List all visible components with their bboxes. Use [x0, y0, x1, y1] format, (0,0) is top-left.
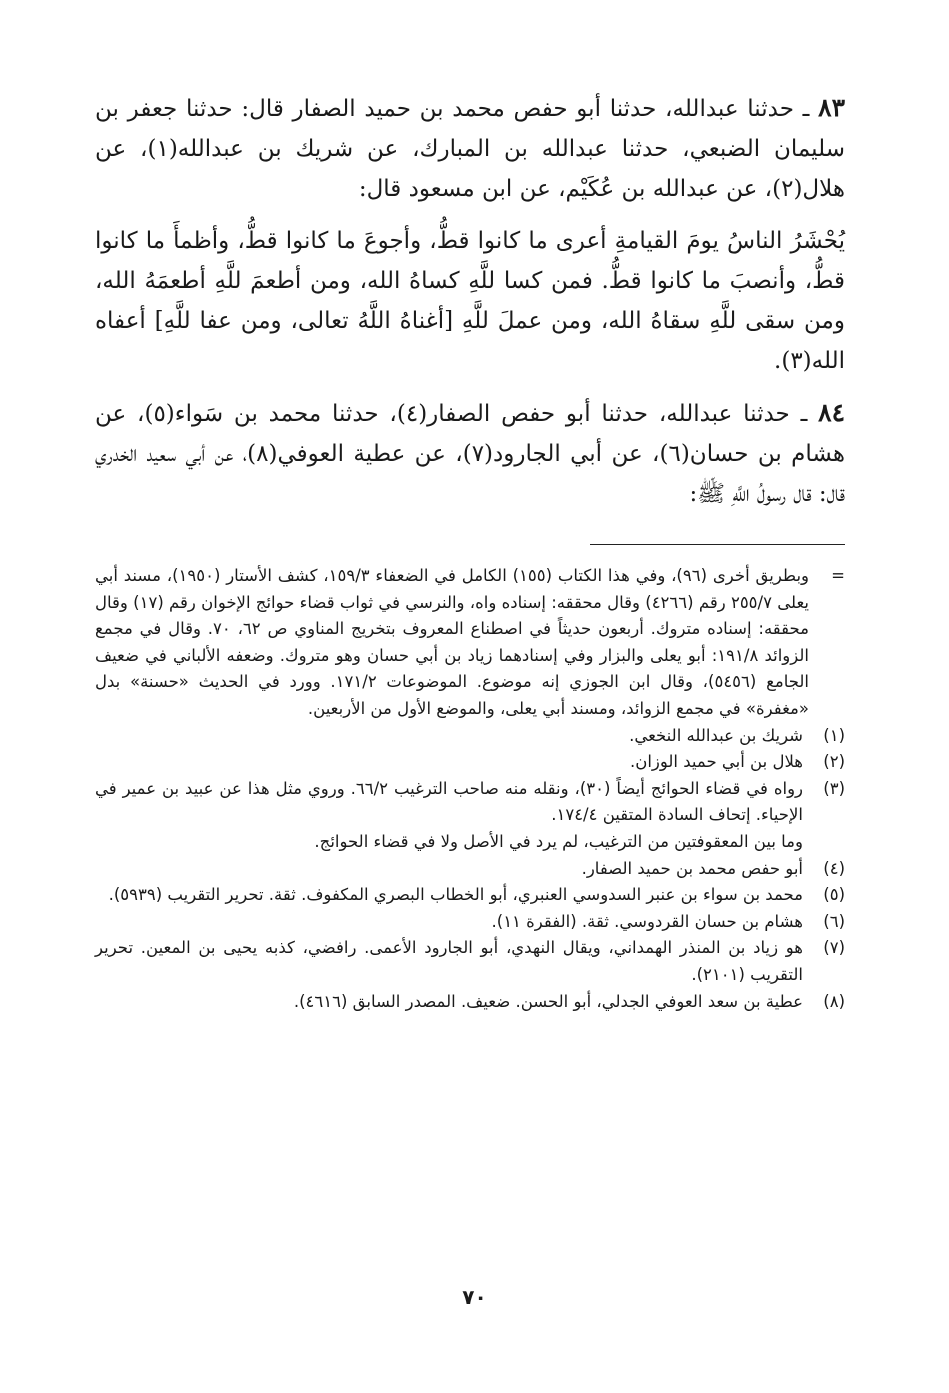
footnote-7: [95, 935, 845, 988]
footnote-text: رواه في قضاء الحوائج أيضاً (٣٠)، ونقله منه صاحب الترغيب ٦٦/٢. وروي مثل هذا عن عبيد بن عمير في الإحياء. إتحاف السادة المتقين ١٧٤/٤.: [95, 778, 804, 825]
page-number: ٧٠: [462, 1285, 487, 1309]
hadith-84-isnad: [95, 393, 845, 514]
footnote-8: [95, 989, 845, 1016]
footnote-3: [95, 776, 845, 856]
footnote-text: هشام بن حسان القردوسي. ثقة. (الفقرة ١١).: [491, 911, 803, 931]
footnote-number: (٨): [823, 991, 845, 1011]
footnote-text: هو زياد بن المنذر الهمداني، ويقال النهدي، أبو الجارود الأعمى. رافضي، كذبه يحيى بن المعين. تحرير التقريب (٢١٠١).: [95, 938, 803, 984]
hadith-83-matn: يُحْشَرُ الناسُ يومَ القيامةِ أعرى ما كانوا قطُّ، وأجوعَ ما كانوا قطُّ، وأظمأَ ما كانوا قطُّ، وأنصبَ ما كانوا قطُّ. فمن كسا للَّهِ كساهُ الله، ومن أطعمَ للَّهِ أطعمَهُ الله، ومن سقى للَّهِ سقاهُ الله، ومن عملَ للَّهِ [أغناهُ اللَّهُ تعالى، ومن عفا للَّهِ] أعفاه الله(٣).: [95, 228, 845, 374]
footnote-1: [95, 723, 845, 750]
page-body: [95, 88, 845, 1015]
hadith-84-text: ـ حدثنا عبدالله، حدثنا أبو حفص الصفار(٤)، حدثنا محمد بن سَواء(٥)، عن هشام بن حسان(٦)، عن أبي الجارود(٧)، عن عطية العوفي(٨)، عن أبي سعيد الخدري قال: قال رسولُ اللَّهِ ﷺ:: [95, 401, 846, 507]
footnote-text: وما بين المعقوفتين من الترغيب، لم يرد في الأصل ولا في قضاء الحوائج.: [314, 831, 803, 851]
continuation-marker: =: [831, 566, 845, 585]
hadith-83-isnad: [95, 88, 845, 209]
footnote-number: (١): [823, 725, 845, 745]
footnote-text: شريك بن عبدالله النخعي.: [629, 725, 803, 745]
continued-footnote-text: وبطريق أخرى (٩٦)، وفي هذا الكتاب (١٥٥) الكامل في الضعفاء ١٥٩/٣، كشف الأستار (١٩٥٠)، مسند أبي يعلى ٢٥٥/٧ رقم (٤٢٦٦) وقال محققه: إسناده واه، والنرسي في ثواب قضاء حوائج الإخوان رقم (١٧) وقال محققه: إسناده متروك. أربعون حديثاً في اصطناع المعروف بتخريج المناوي ص ٦٢، ٧٠. وقال في مجمع الزوائد ١٩١/٨: أبو يعلى والبزار وفي إسنادهما زياد بن أبي حسان وهو متروك. وضعفه الألباني في ضعيف الجامع (٥٤٥٦)، وقال ابن الجوزي إنه موضوع. الموضوعات ١٧١/٢. وورد في الحديث «حسنة» بدل «مغفرة» في مجمع الزوائد، ومسند أبي يعلى، والموضع الأول من الأربعين.: [95, 566, 810, 718]
footnote-number: (٧): [823, 938, 845, 958]
hadith-83-text: ـ حدثنا عبدالله، حدثنا أبو حفص محمد بن حميد الصفار قال: حدثنا جعفر بن سليمان الضبعي، حدثنا عبدالله بن المبارك، عن شريك بن عبدالله(١)، عن هلال(٢)، عن عبدالله بن عُكَيْم، عن ابن مسعود قال:: [95, 96, 845, 202]
continued-footnote: [95, 563, 845, 723]
footnote-divider: [590, 544, 845, 545]
hadith-83-number: ٨٣: [818, 93, 845, 122]
footnote-number: (٢): [823, 752, 845, 772]
footnote-text: أبو حفص محمد بن حميد الصفار.: [581, 858, 803, 878]
footnote-number: (٣): [823, 778, 845, 798]
footnote-text: محمد بن سواء بن عنبر السدوسي العنبري، أبو الخطاب البصري المكفوف. ثقة. تحرير التقريب (٥٩٣٩).: [108, 885, 803, 905]
footnote-6: [95, 909, 845, 936]
footnote-number: (٥): [823, 885, 845, 905]
footnote-text: هلال بن أبي حميد الوزان.: [629, 752, 803, 772]
footnote-2: [95, 749, 845, 776]
footnote-text: عطية بن سعد العوفي الجدلي، أبو الحسن. ضعيف. المصدر السابق (٤٦١٦).: [293, 991, 803, 1011]
footnotes-section: [95, 563, 845, 1015]
footnote-number: (٤): [823, 858, 845, 878]
footnote-4: [95, 856, 845, 883]
footnote-number: (٦): [823, 911, 845, 931]
footnote-5: [95, 882, 845, 909]
hadith-84-number: ٨٤: [818, 398, 845, 427]
